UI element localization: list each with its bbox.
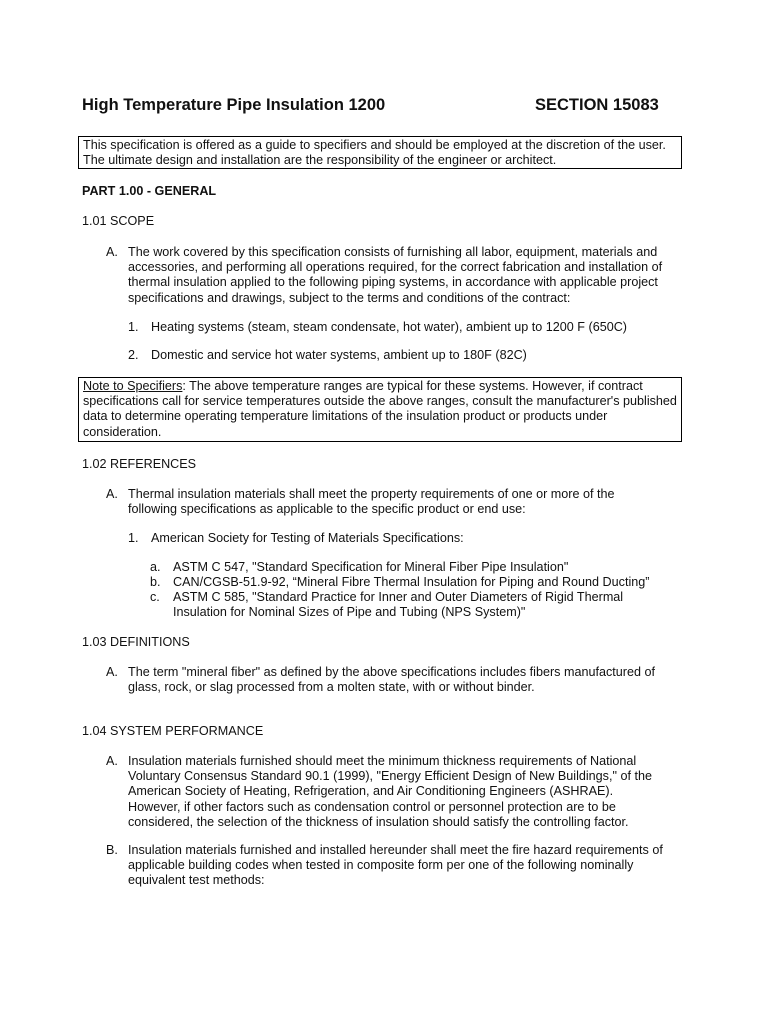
document-title: High Temperature Pipe Insulation 1200	[82, 96, 386, 114]
definitions-item-a-text: The term "mineral fiber" as defined by the above specifications includes fibers manufactured of glass, rock, or slag processed from a molten state, with or without binder.	[128, 665, 655, 695]
references-list-item-1	[128, 531, 668, 546]
references-item-a-label: A.	[106, 487, 118, 501]
references-list-item-1-label: 1.	[128, 531, 139, 545]
references-sub-item-c-text: ASTM C 585, "Standard Practice for Inner and Outer Diameters of Rigid Thermal Insulation for Nominal Sizes of Pipe and Tubing (NPS System)"	[173, 590, 624, 620]
references-sub-item-b-label: b.	[150, 575, 161, 589]
performance-heading: 1.04 SYSTEM PERFORMANCE	[82, 724, 264, 738]
note-paragraph	[83, 379, 677, 440]
performance-item-b-label: B.	[106, 843, 118, 857]
disclaimer-line-1: This specification is offered as a guide to specifiers and should be employed at the discretion of the user.	[83, 138, 666, 152]
note-label: Note to Specifiers	[83, 379, 183, 393]
performance-item-a	[106, 754, 666, 830]
definitions-item-a-label: A.	[106, 665, 118, 679]
section-number: SECTION 15083	[535, 96, 659, 114]
references-item-a-text: Thermal insulation materials shall meet the property requirements of one or more of the following specifications as applicable to the specific product or end use:	[128, 487, 615, 517]
part-heading: PART 1.00 - GENERAL	[82, 184, 217, 198]
scope-list-item-1-text: Heating systems (steam, steam condensate, hot water), ambient up to 1200 F (650C)	[151, 320, 627, 334]
references-item-a	[106, 487, 666, 517]
document-header	[82, 95, 686, 115]
definitions-heading: 1.03 DEFINITIONS	[82, 635, 190, 649]
references-sub-item-b-text: CAN/CGSB-51.9-92, “Mineral Fibre Thermal Insulation for Piping and Round Ducting”	[173, 575, 650, 589]
performance-item-a-label: A.	[106, 754, 118, 768]
scope-list-item-2-label: 2.	[128, 348, 139, 362]
scope-item-a-text: The work covered by this specification consists of furnishing all labor, equipment, materials and accessories, and performing all operations required, for the correct fabrication and installation of thermal insulation applied to the following piping systems, in accordance with applicable project specifications and drawings, subject to the terms and conditions of the contract:	[128, 245, 663, 305]
references-heading: 1.02 REFERENCES	[82, 457, 197, 471]
references-sub-item-c	[150, 590, 680, 620]
scope-list-item-1	[128, 320, 668, 335]
scope-item-a	[106, 245, 666, 306]
references-sub-item-c-label: c.	[150, 590, 160, 604]
disclaimer-box	[78, 136, 682, 169]
references-sub-item-b	[150, 575, 680, 590]
scope-list-item-2	[128, 348, 668, 363]
scope-list-item-2-text: Domestic and service hot water systems, ambient up to 180F (82C)	[151, 348, 527, 362]
scope-list-item-1-label: 1.	[128, 320, 139, 334]
scope-heading: 1.01 SCOPE	[82, 214, 155, 228]
performance-item-b	[106, 843, 666, 889]
references-sub-item-a-text: ASTM C 547, "Standard Specification for Mineral Fiber Pipe Insulation"	[173, 560, 569, 574]
definitions-item-a	[106, 665, 666, 695]
disclaimer-line-2: The ultimate design and installation are the responsibility of the engineer or architect.	[83, 153, 557, 168]
note-to-specifiers-box	[78, 377, 682, 442]
performance-item-a-text: Insulation materials furnished should meet the minimum thickness requirements of National Voluntary Consensus Standard 90.1 (1999), "Energy Efficient Design of New Buildings," of the American Society of Heating, Refrigeration, and Air Conditioning Engineers (ASHRAE). However, if other factors such as condensation control or personnel protection are to be considered, the selection of the thickness of insulation should satisfy the controlling factor.	[128, 754, 652, 829]
references-sub-item-a	[150, 560, 680, 575]
note-text: : The above temperature ranges are typical for these systems. However, if contract specifications call for service temperatures outside the above ranges, consult the manufacturer's published data to determine operating temperature limitations of the insulation product or products under consideration.	[83, 379, 677, 439]
scope-item-a-label: A.	[106, 245, 118, 259]
performance-item-b-text: Insulation materials furnished and installed hereunder shall meet the fire hazard requirements of applicable building codes when tested in composite form per one of the following nominally equivalent test methods:	[128, 843, 663, 888]
references-sub-item-a-label: a.	[150, 560, 161, 574]
references-list-item-1-text: American Society for Testing of Materials Specifications:	[151, 531, 464, 545]
